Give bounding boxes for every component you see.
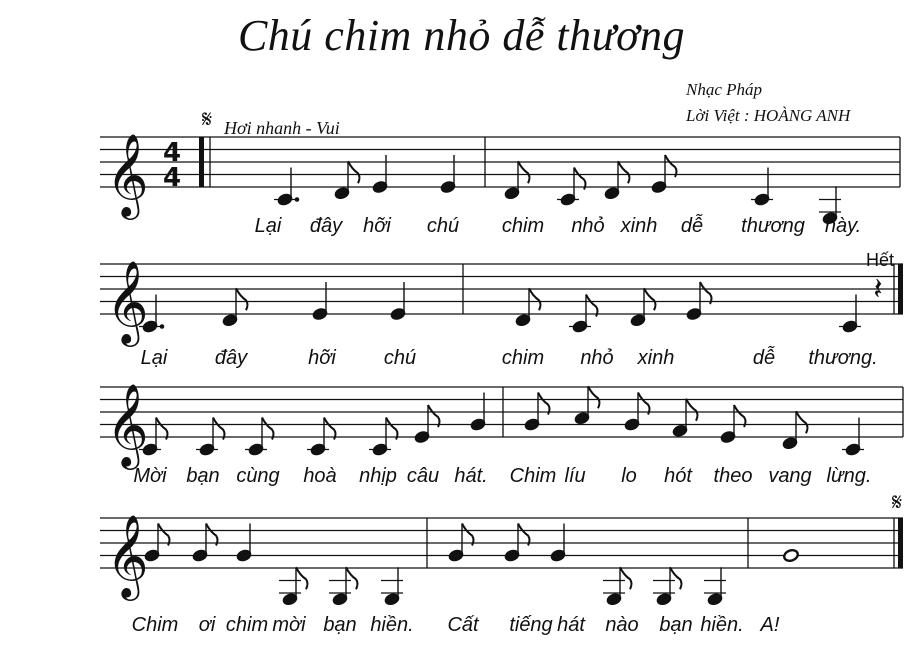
lyric-syllable: bạn [186,465,220,487]
time-signature-top: 4 [162,138,182,168]
lyric-syllable: dễ [752,347,776,369]
lyric-syllable: hỡi [308,347,336,369]
lyric-syllable: hiền. [370,614,414,636]
note-flag [236,288,248,310]
note-flag [428,405,440,427]
lyric-syllable: lo [621,465,637,487]
note [704,567,726,606]
lyric-syllable: này. [824,215,862,237]
lyric-syllable: chim [501,215,545,237]
lyric-syllable: nhỏ [580,347,614,369]
lyric-syllable: vang [768,465,812,487]
note-flag [670,567,682,589]
augmentation-dot [295,197,300,202]
end-marking: Hết [866,250,895,270]
note [381,567,403,606]
lyric-syllable: chim [225,614,269,636]
tempo-marking: Hơi nhanh - Vui [224,118,340,138]
lyric-syllable: hát. [454,465,488,487]
segno-icon: 𝄋 [891,488,903,516]
lyric-syllable: nhỏ [571,215,605,237]
lyric-syllable: Chim [131,614,179,636]
lyric-syllable: Lại [254,215,282,237]
lyric-syllable: hát [557,614,585,636]
note-flag [686,399,698,421]
lyric-syllable: lừng. [826,465,872,487]
lyric-syllable: hoà [303,465,337,487]
note [222,288,248,327]
lyric-syllable: Mời [133,465,167,487]
note-flag [538,393,550,415]
lyricist-credit: Lời Việt : HOÀNG ANH [686,106,851,125]
staff-system [100,264,903,334]
treble-clef-icon: 𝄞 [106,259,149,343]
note-flag [206,524,218,546]
note [603,567,632,606]
note-flag [644,288,656,310]
treble-clef-icon: 𝄞 [106,382,149,466]
note [783,548,800,562]
lyric-syllable: hót [664,465,692,487]
note-flag [620,567,632,589]
note-flag [518,524,530,546]
final-thick-barline [898,264,903,314]
lyric-syllable: mời [272,614,306,636]
lyric-syllable: nhịp [359,465,397,487]
lyric-syllable: dễ [680,215,704,237]
lyric-syllable: hỡi [363,215,391,237]
note-flag [386,418,398,440]
lyric-syllable: thương. [808,347,878,369]
note [515,288,541,327]
staff-system [100,137,900,225]
lyric-syllable: bạn [323,614,357,636]
lyric-syllable: nào [605,614,639,636]
note-flag [588,386,600,408]
lyric-syllable: hiền. [700,614,744,636]
note [672,399,698,438]
lyric-syllable: A! [760,614,780,636]
note [504,161,530,200]
note-flag [346,567,358,589]
start-thick-barline [199,137,204,187]
lyric-syllable: theo [713,465,753,487]
note-flag [586,295,598,317]
note-flag [618,161,630,183]
treble-clef-icon: 𝄞 [106,513,149,597]
final-thick-barline [898,518,903,568]
note-head [783,548,800,562]
note [574,386,600,425]
lyric-syllable: bạn [659,614,693,636]
note-flag [462,524,474,546]
note-flag [296,567,308,589]
time-signature-bottom: 4 [162,163,182,193]
note-flag [574,168,586,190]
note-flag [665,155,677,177]
music-origin: Nhạc Pháp [686,80,763,99]
note [604,161,630,200]
note-flag [796,411,808,433]
lyric-syllable: chim [501,347,545,369]
lyric-syllable: chú [383,347,417,369]
lyric-syllable: thương [741,215,805,237]
note-flag [158,524,170,546]
note [782,411,808,450]
staff-system [100,518,903,606]
note [653,567,682,606]
note-flag [700,282,712,304]
lyric-syllable: xinh [620,215,658,237]
lyric-syllable: cùng [236,465,280,487]
augmentation-dot [160,324,165,329]
staff-system [100,386,903,456]
note-flag [213,418,225,440]
song-title: Chú chim nhỏ dễ thương [237,11,686,60]
lyric-syllable: Lại [140,347,168,369]
note-flag [156,418,168,440]
lyric-syllable: Chim [509,465,557,487]
note-flag [529,288,541,310]
lyric-syllable: xinh [637,347,675,369]
note [630,288,656,327]
note [329,567,358,606]
treble-clef-icon: 𝄞 [106,132,149,216]
lyric-syllable: ơi [198,614,216,636]
note-flag [262,418,274,440]
lyric-syllable: líu [564,465,586,487]
note-flag [518,161,530,183]
note [279,567,308,606]
note-flag [734,405,746,427]
lyric-syllable: chú [426,215,460,237]
note-flag [638,393,650,415]
lyric-syllable: đây [214,347,248,369]
segno-icon: 𝄋 [201,105,213,133]
lyric-syllable: câu [406,465,440,487]
lyric-syllable: đây [309,215,343,237]
note-flag [348,161,360,183]
lyric-syllable: Cất [447,614,479,636]
quarter-rest-icon: 𝄽 [873,272,883,307]
note-flag [324,418,336,440]
lyric-syllable: tiếng [509,614,553,636]
note [334,161,360,200]
